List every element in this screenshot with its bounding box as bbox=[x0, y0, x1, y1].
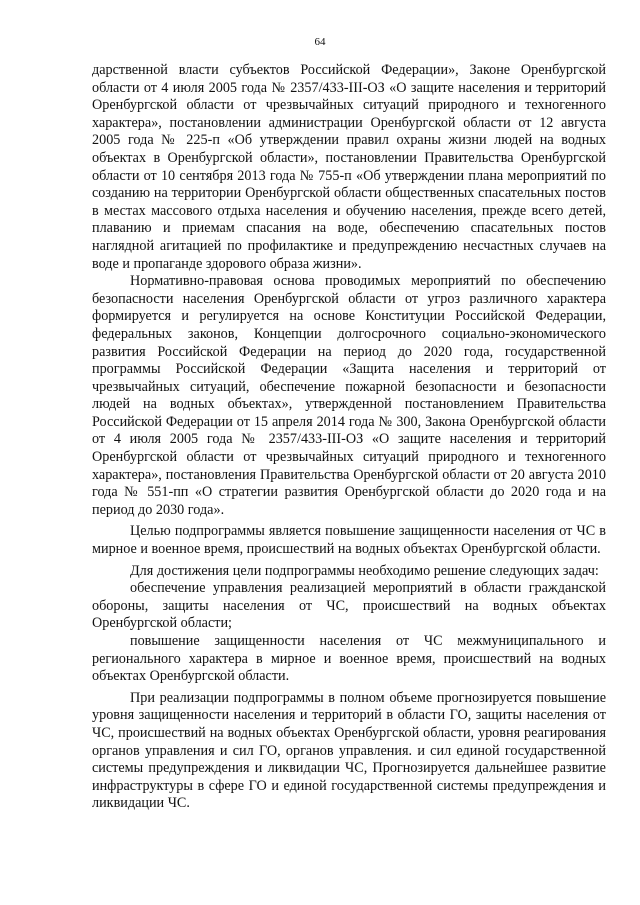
paragraph-tasks-intro: Для достижения цели подпрограммы необходимо решение следующих задач: bbox=[130, 562, 599, 579]
paragraph-task-2: повышение защищенности населения от ЧС межмуниципального и регионального характера в мирное и военное время, происшествий на водных объектах Оренбургской области. bbox=[92, 633, 606, 685]
paragraph-legal-basis-continuation: дарственной власти субъектов Российской Федерации», Законе Оренбургской области от 4 июля 2005 года № 2357/433-III-ОЗ «О защите населения и территорий Оренбургской области от чрезвычайных ситуаций природного и техногенного характера», постановлении администрации Оренбургской области от 12 августа 2005 года № 225-п «Об утверждении правил охраны жизни людей на водных объектах в Оренбургской области», постановлении Правительства Оренбургской области от 10 сентября 2013 года № 755-п «Об утверждении плана мероприятий по созданию на территории Оренбургской области общественных спасательных постов в местах массового отдыха населения и обучению населения, прежде всего детей, плаванию и приемам спасания на воде, обеспечению спасательных постов наглядной агитацией по профилактике и предупреждению несчастных случаев на воде и пропаганде здорового образа жизни». bbox=[92, 62, 606, 272]
paragraph-task-1: обеспечение управления реализацией мероприятий в области гражданской обороны, защиты населения от ЧС, происшествий на водных объектах Оренбургской области; bbox=[92, 580, 606, 632]
paragraph-regulatory-framework: Нормативно-правовая основа проводимых мероприятий по обеспечению безопасности населения Оренбургской области от угроз различного характера формируется и регулируется на основе Конституции Российской Федерации, федеральных законов, Концепции долгосрочного социально-экономического развития Российской Федерации на период до 2020 года, государственной программы Российской Федерации «Защита населения и территорий от чрезвычайных ситуаций, обеспечение пожарной безопасности и безопасности людей на водных объектах», утвержденной постановлением Правительства Российской Федерации от 15 апреля 2014 года № 300, Закона Оренбургской области от 4 июля 2005 года № 2357/433-III-ОЗ «О защите населения и территорий Оренбургской области от чрезвычайных ситуаций природного и техногенного характера», постановления Правительства Оренбургской области от 20 августа 2010 года № 551-пп «О стратегии развития Оренбургской области до 2020 года и на период до 2030 года». bbox=[92, 273, 606, 518]
page-number: 64 bbox=[314, 36, 326, 48]
body-text bbox=[92, 62, 606, 813]
paragraph-subprogram-goal: Целью подпрограммы является повышение защищенности населения от ЧС в мирное и военное время, происшествий на водных объектах Оренбургской области. bbox=[92, 523, 606, 558]
paragraph-expected-results: При реализации подпрограммы в полном объеме прогнозируется повышение уровня защищенности населения и территорий в области ГО, защиты населения от ЧС, происшествий на водных объектах Оренбургской области, уровня реагирования органов управления и сил ГО, органов управления. и сил единой государственной системы предупреждения и ликвидации ЧС, Прогнозируется дальнейшее развитие инфраструктуры в сфере ГО и единой государственной системы предупреждения и ликвидации ЧС. bbox=[92, 689, 606, 812]
